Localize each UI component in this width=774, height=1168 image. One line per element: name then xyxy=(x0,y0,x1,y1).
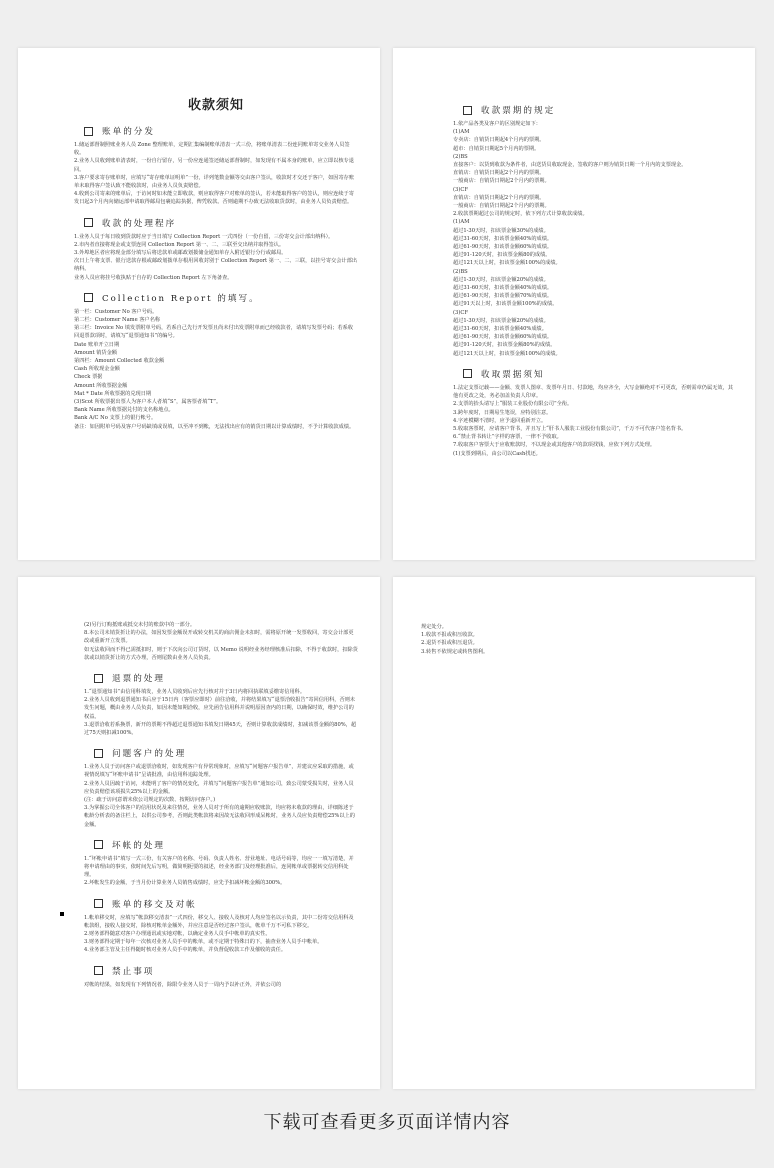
paragraph-line: 6.“禁止背书转让”字样的客票，一律不予收取。 xyxy=(453,434,562,441)
section-heading-text: 坏帐的处理 xyxy=(112,840,165,851)
paragraph-line: 7.收取客户客票大于应收账款时，不以现金或其他客户的款项找钱，应依下列方式处理。 xyxy=(453,442,656,449)
square-box-icon xyxy=(463,106,472,115)
document-title: 收款须知 xyxy=(187,98,244,113)
square-box-icon xyxy=(463,369,472,378)
paragraph-line: Amount 所收票据金额 xyxy=(74,382,128,389)
paragraph-line: 超过91天以上时，扣该票金额100%的成绩。 xyxy=(453,301,558,308)
section-heading xyxy=(94,672,358,684)
paragraph-line: 超过1-30天时，扣该票金额30%的成绩。 xyxy=(453,227,549,234)
paragraph-line: (注：疏于访问意谓未依公司规定的次数、按期访问客户。) xyxy=(84,797,216,804)
paragraph-line: 1.储运部督制照账业务人员 Zone 整理账单，定期汇集编制账单清表一式三份，将账单清表二份连同账单寄交业务人员签收。 xyxy=(74,142,350,157)
paragraph-line: 超过61-90天时，扣该票金额60%的成绩。 xyxy=(453,244,553,251)
paragraph-line: 3.退票洽收若系换票，新开的票期不得超过退票通知书填发日期45天，否则计算收款成绩时，扣减该票金额的80%，超过75天则扣减100%。 xyxy=(84,721,357,737)
paragraph-line: 3.跨年度时，日期易生笔误，应特别注意。 xyxy=(453,409,552,416)
paragraph-line: 第二栏：Customer Name 客户名称 xyxy=(74,317,161,324)
paragraph-line: (2)BS xyxy=(453,268,468,275)
paragraph-line: 2.业务人员收到退票通知书后应于15日内（客票应即时）前往洽收，并将结果填写“退票洽收报告”寄回信用科，否则未发生问题，概由业务人员负责，如因未能如期洽收，应先函告信用科并说明原因查内的日期，以确保时效，维护公司的权益。 xyxy=(84,697,356,720)
paragraph-line: 2.支票的抬头请写上“服装工业股份有限公司”全衔。 xyxy=(453,401,573,408)
square-box-icon xyxy=(94,840,103,849)
paragraph-line: 超过1-30天时，扣该票金额20%的成绩。 xyxy=(453,317,549,324)
document-page-1 xyxy=(18,48,380,560)
paragraph-line: 1.收款不报或积压收款。 xyxy=(421,632,478,639)
paragraph-line: 规定处分。 xyxy=(421,624,447,630)
paragraph-line: 2.财务部得随意对客户办理通讯或实地对帐，以确定业务人员手中帐单的真实性。 xyxy=(84,931,271,938)
paragraph-line: 2.业务人员因疏于访问，未能明了客户的情况变化，并填写“问题客户报告单”通知公司，致公司蒙受损失时，业务人员应负责赔偿该项损失25%以上的金额。 xyxy=(84,780,354,795)
section-heading-text: 账单的移交及对帐 xyxy=(112,899,197,910)
paragraph-line: Mat * Date 所收票据的兑现日期 xyxy=(74,390,152,397)
section-heading xyxy=(94,898,358,910)
section-heading xyxy=(94,747,358,759)
paragraph-line: 次日上午将支票、银行送款存根或邮政划拨单存根用回收封别于 Collection Report 第一、二、三联，以挂号寄交会计部出纳科。 xyxy=(74,258,357,273)
paragraph-line: 超过61-90天时，扣该票金额60%的成绩。 xyxy=(453,334,553,341)
paragraph-line: 3.为掌握公司全体客户的信用状况及来往情况，业务人员对于所有的逾期应收账款，均应将未收款的理由，详细陈述于帐龄分析表的备注栏上，以供公司参考，否则此类帐款将来因故无法收回形成呆帐时，业务人员应负责赔偿25%以上的金额。 xyxy=(84,805,355,828)
paragraph-line: 1.依产品各类及客户的区别规定如下： xyxy=(453,121,541,127)
section-heading xyxy=(463,104,733,116)
paragraph-line: Check 票据 xyxy=(74,374,103,381)
section-heading-text: Collection Report 的填写。 xyxy=(102,293,260,304)
paragraph-line: Bank A/C No 支票上的银行帐号。 xyxy=(74,415,157,422)
paragraph-line: 5.收取客票时，应请客户背书，并且写上“肝书人服装工业股份有限公司”，千万不可代客户签名背书。 xyxy=(453,425,687,432)
paragraph-line: Date 账单开立日期 xyxy=(74,341,120,348)
paragraph-line: 2.收款票期超过公司的规定时，依下列方式计算收款成绩。 xyxy=(453,211,588,218)
paragraph-line: 对帐的结果，如发现有下列情况者，除限令业务人员于一周内予以补正外，并依公司的 xyxy=(84,981,282,988)
section-heading-text: 退票的处理 xyxy=(112,674,165,685)
section-heading-text: 禁止事项 xyxy=(112,966,155,977)
section-heading-text: 收款票期的规定 xyxy=(481,106,556,116)
square-box-icon xyxy=(84,218,93,227)
paragraph-line: (3)CF xyxy=(453,186,468,193)
section-heading xyxy=(463,368,733,380)
square-box-icon xyxy=(94,749,103,758)
paragraph-line: 超市：自销货日期起5个月内的票期。 xyxy=(453,145,540,152)
paragraph-line: 备注：如因附单号码及客户号码缺填或误填，以至冲不到帐，无法找出应有的销货日期以计算成绩时，不予计算收款成绩。 xyxy=(74,423,355,430)
paragraph-line: 第一栏：Customer No 客户号码。 xyxy=(74,308,158,315)
paragraph-line: 4.收到公司寄来的账单后，于访问时如未能立即收款，则应取得客户对账单的签认，若未能取得客户的签认，则应连续于寄发日起3个月内向储运部申请取得邮局包裹追踪执据，俾凭收款。否则逾期不办致无法收取货款时，由业务人员负责赔偿。 xyxy=(74,191,354,206)
paragraph-line: 业务人员应将挂号收执贴于自存的 Collection Report 左下角备查。 xyxy=(74,274,233,281)
paragraph-line: 3.财务部得定期于每年一次核对业务人员手中的帐单，或不定期于特殊日的下，抽查业务人员手中帐单。 xyxy=(84,939,323,946)
section-heading-text: 问题客户的处理 xyxy=(112,749,187,760)
paragraph-line: 1.法定支票记载——金额、发票人图章、发票年月日、付款地，均应齐全，大写金额绝对不可更改，否则需章仍属无效，其他有更改之处，务必加盖负责人印章。 xyxy=(453,384,733,400)
paragraph-line: (2)另行订购抵账或抵交未付的账款中的一部分。 xyxy=(84,622,196,628)
section-heading xyxy=(84,125,358,137)
paragraph-line: (1)AM xyxy=(453,219,470,226)
paragraph-line: 直销店：自销货日期起2个月内的票期。 xyxy=(453,194,545,201)
paragraph-line: (3)Scot 所收票据出票人为客户本人者填“S”，属客票者填“T”。 xyxy=(74,399,222,406)
paragraph-line: 超过91-120天时，扣该票金额80%的成绩。 xyxy=(453,342,556,349)
paragraph-line: 超过121天以上时，扣该票金额100%的成绩。 xyxy=(453,260,561,267)
paragraph-line: 4.业务部主管及主任得随时核对业务人员手中的帐单，并负督促收款工作及催收的责任。 xyxy=(84,947,287,954)
section-heading-text: 收取票据须知 xyxy=(481,369,545,380)
paragraph-line: (2)BS xyxy=(453,153,468,160)
download-more-caption: 下载可查看更多页面详情内容 xyxy=(263,1112,511,1133)
section-heading-text: 账单的分发 xyxy=(102,127,155,137)
square-box-icon xyxy=(84,293,93,302)
paragraph-line: 超过1-30天时，扣该票金额20%的成绩。 xyxy=(453,276,549,283)
square-box-icon xyxy=(94,899,103,908)
paragraph-line: Amount 销货金额 xyxy=(74,349,117,356)
section-heading xyxy=(94,965,358,977)
paragraph-line: (3)CF xyxy=(453,309,468,316)
square-box-icon xyxy=(94,966,103,975)
paragraph-line: 2.业务人员收到账单清表时，一份自行留存，另一份应连通签还储运部督制时，如发现有不属本身的账单，应立即以核专退回。 xyxy=(74,158,354,173)
section-heading xyxy=(84,217,358,229)
paragraph-line: 第四栏：Amount Collected 收款金额 xyxy=(74,358,165,365)
paragraph-line: 3.转售不依规定或转售图利。 xyxy=(421,648,489,655)
paragraph-line: 1.帐单移交时，应填写“帐款移交清表”一式四份，移交人、接收人及核对人均应签名以示负责，其中二份寄交信用科及帐款组，接收人接交时，除核对帐单金额外，并应注意是否经过客户签认，帐单千万不可私下移交。 xyxy=(84,914,354,929)
document-page-4 xyxy=(393,577,755,1089)
section-heading xyxy=(84,292,358,304)
square-box-icon xyxy=(94,674,103,683)
paragraph-line: 超过91-120天时，扣该票金额80的成绩。 xyxy=(453,252,551,259)
paragraph-line: 超过61-90天时，扣该票金额70%的成绩。 xyxy=(453,293,553,300)
paragraph-line: 如无法收回而不得已需抵扣时，则于下次向公司订货时，以 Memo 说明经业务经理核准后扣除，不得于收款时，扣除货款或以销货折让的方式办理，否则尾数由业务人员负责。 xyxy=(84,646,358,661)
section-heading-text: 收款的处理程序 xyxy=(102,218,177,229)
section-heading xyxy=(94,839,358,851)
paragraph-line: 超过31-60天时，扣该票金额40%成绩。 xyxy=(453,326,547,333)
paragraph-line: 直销店：自销货日期起2个月内的票期。 xyxy=(453,170,545,177)
paragraph-line: 2.坏帐发生的金额，于当月份计算业务人员销售成绩时，应先予扣减坏帐金额的300%。 xyxy=(84,880,286,887)
paragraph-line: 超过121天以上时，扣该票金额100%的成绩。 xyxy=(453,350,561,357)
paragraph-line: 2.市内者直接将现金或支票连同 Collection Report 第一、二、三联至交出纳并取得签认。 xyxy=(74,241,285,248)
document-page-3 xyxy=(18,577,380,1089)
paragraph-line: 2.退货不报或积压退货。 xyxy=(421,640,478,647)
paragraph-line: 一般商店：自销货日期起2个月内的票期。 xyxy=(453,178,550,185)
paragraph-line: 8.本公司未销货折让的办法，如因发票金额误开或转交机关的商店佣金未扣时，需将原开统一发票收回，寄交会计部更改或重新开立发票。 xyxy=(84,630,354,645)
paragraph-line: (1)支票到期后，由公司以Cash找还。 xyxy=(453,450,541,457)
paragraph-line: 一般商店：自销货日期起2个月内的票期。 xyxy=(453,203,550,210)
paragraph-line: 第三栏：Invoice No 填发票附单号码，若系自己先行开发票且尚未付出发票附单而已经收款者，请填写发票号码；若系收回退票款项时，请填写“退票通知书”的编号。 xyxy=(74,325,354,340)
square-box-icon xyxy=(84,127,93,136)
paragraph-line: 专卖店：自销货日期起4个月内的票期。 xyxy=(453,137,545,144)
paragraph-line: 3.客户要求寄存账单时，应填写“寄存账单证明单”一份，详列笔数金额等交由客户签认，收款时才交还于客户，如因寄存账单未取得客户签认致不能收款时，由业务人员负责赔偿。 xyxy=(74,174,355,190)
paragraph-line: 超过31-60天时，扣该票金额40%的成绩。 xyxy=(453,235,553,242)
paragraph-line: 超过31-60天时，扣该票金额40%的成绩。 xyxy=(453,285,553,292)
bullet-mark xyxy=(60,912,64,916)
paragraph-line: Bank Name 所收票据兑付的支名称地点。 xyxy=(74,407,174,414)
paragraph-line: 1.“退票通知书”由信用科填发，业务人员收到后应先行核对并于3日内将回执联填妥缴寄信用科。 xyxy=(84,689,306,696)
paragraph-line: Cash 所收现金金额 xyxy=(74,366,120,373)
paragraph-line: 1.“坏帐申请书”填写一式三份，有关客户的名称、号码、负责人姓名、营业地址、电话号码等，均应一一填写清楚，并将申请理由的事实，依时间先后写明，做简明扼要的叙述，经业务部门及经理批准后，连同帐单或票据转交信用科处理。 xyxy=(84,855,354,879)
paragraph-line: 3.外埠地区者应将现金部分填写后将送款单或邮政划拨储金通知单存入附近银行分行或邮局。 xyxy=(74,250,287,257)
paragraph-line: 直接客户：以货到收款为条件者，由送货员收取现金，签收的客户则为销货日期一个月内的支票现金。 xyxy=(453,162,687,169)
document-page-2 xyxy=(393,48,755,560)
paragraph-line: 4.字迹模糊不清时，应予退回重新开立。 xyxy=(453,417,547,424)
paragraph-line: (1)AM xyxy=(453,129,470,136)
paragraph-line: 1.业务人员于每日收到货款时应于当日填写 Collection Report 一式四份（一份自留，三份寄交会计部出纳科）。 xyxy=(74,233,334,240)
paragraph-line: 1.业务人员于访问客户或退票洽收时，如发现客户有异常现象时，应填写“问题客户报告单”，并建议应采取的措施，或视情况填写“坏账申请书”呈请批准，由信用科追踪处理。 xyxy=(84,764,354,779)
